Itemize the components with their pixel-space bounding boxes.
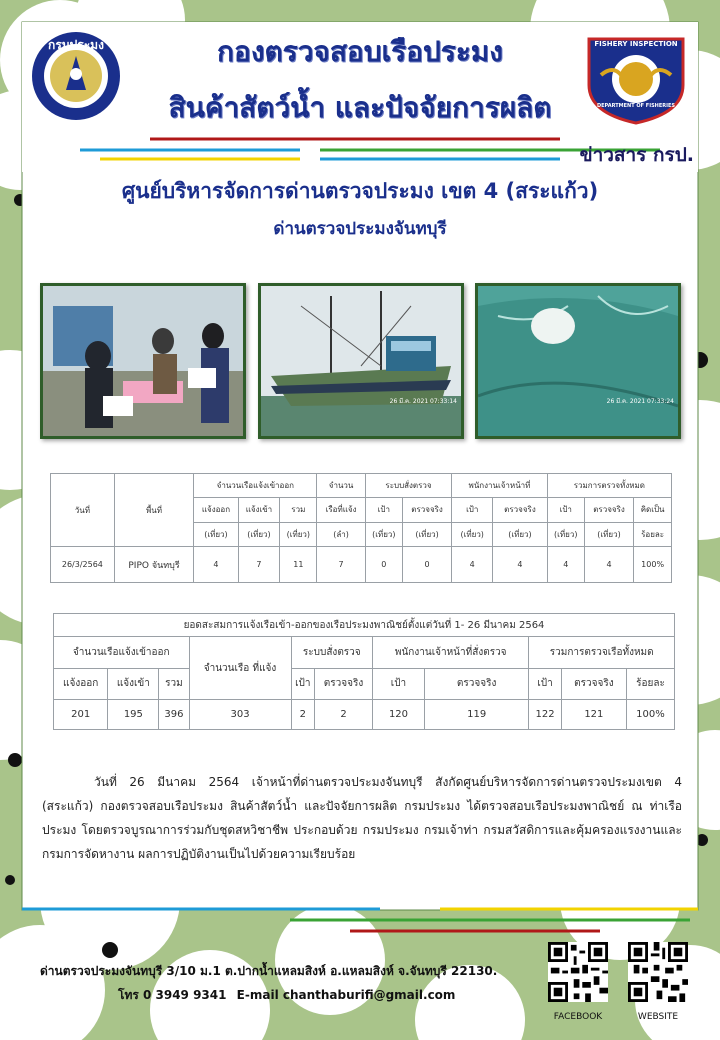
t2-header-total: รวมการตรวจเรือทั้งหมด <box>529 637 675 669</box>
news-paragraph: วันที่ 26 มีนาคม 2564 เจ้าหน้าที่ด่านตรวจประมงจันทบุรี สังกัดศูนย์บริหารจัดการด่านตรวจประมงเขต 4 (สระแก้ว) กองตรวจสอบเรือประมง สินค้าสัตว์น้ำ และปัจจัยการผลิต กรมประมง ได้ตรวจสอบเรือประมงพาณิชย์ ณ ท่าเรือประมง โดยตรวจบูรณาการร่วมกับชุดสหวิชาชีพ ประกอบด้วย กรมประมง กรมเจ้าท่า กรมสวัสดิการและคุ้มครองแรงงานและกรมการจัดหางาน ผลการปฏิบัติงานเป็นไปด้วยความเรียบร้อย <box>42 775 682 861</box>
t1-cell-tot-actual: 4 <box>584 547 633 583</box>
daily-inspection-table <box>50 473 672 583</box>
t2-sub-off-actual: ตรวจจริง <box>424 668 528 700</box>
t1-sub-sum: รวม <box>280 498 317 522</box>
cumulative-inspection-table <box>53 613 675 730</box>
footer-address: ด่านตรวจประมงจันทบุรี 3/10 ม.1 ต.ปากน้ำแหลมสิงห์ อ.แหลมสิงห์ จ.จันทบุรี 22130. <box>40 964 498 978</box>
t1-cell-vessels: 7 <box>317 547 365 583</box>
facebook-qr-label: FACEBOOK <box>553 1012 603 1022</box>
t1-cell-sys-target: 0 <box>365 547 402 583</box>
t1-header-area: พื้นที่ <box>114 474 193 547</box>
footer-email: E-mail chanthaburifi@gmail.com <box>236 988 456 1002</box>
t1-sub-vessels: เรือที่แจ้ง <box>317 498 365 522</box>
t2-cell-tot-actual: 121 <box>561 700 626 730</box>
t2-cell-percent: 100% <box>626 700 674 730</box>
t1-unit: (เที่ยว) <box>402 522 451 546</box>
t1-cell-in: 7 <box>238 547 280 583</box>
t1-unit: (เที่ยว) <box>194 522 238 546</box>
t1-cell-percent: 100% <box>634 547 672 583</box>
t1-header-vessels: จำนวน <box>317 474 365 498</box>
t2-cell-off-target: 120 <box>373 700 425 730</box>
photo-net <box>475 283 681 439</box>
t1-sub-off-target: เป้า <box>452 498 493 522</box>
t2-sub-sum: รวม <box>159 668 189 700</box>
t1-sub-percent: คิดเป็น <box>634 498 672 522</box>
t2-caption: ยอดสะสมการแจ้งเรือเข้า-ออกของเรือประมงพาณิชย์ตั้งแต่วันที่ 1- 26 มีนาคม 2564 <box>54 614 675 637</box>
t2-sub-percent: ร้อยละ <box>626 668 674 700</box>
t1-unit: (เที่ยว) <box>547 522 584 546</box>
t1-cell-out: 4 <box>194 547 238 583</box>
t2-sub-tot-actual: ตรวจจริง <box>561 668 626 700</box>
facebook-qr-code[interactable] <box>548 942 608 1002</box>
center-title: ศูนย์บริหารจัดการด่านตรวจประมง เขต 4 (สระแก้ว) <box>121 179 599 203</box>
footer-contact <box>118 986 461 1005</box>
news-tag: ข่าวสาร กรป. <box>579 144 694 166</box>
t2-cell-off-actual: 119 <box>424 700 528 730</box>
t2-sub-sys-actual: ตรวจจริง <box>315 668 373 700</box>
t2-cell-tot-target: 122 <box>529 700 561 730</box>
t1-header-date: วันที่ <box>51 474 115 547</box>
t2-cell-sys-target: 2 <box>291 700 315 730</box>
t1-cell-date: 26/3/2564 <box>51 547 115 583</box>
t2-cell-vessels: 303 <box>189 700 291 730</box>
t1-sub-off-actual: ตรวจจริง <box>493 498 548 522</box>
t1-unit: (เที่ยว) <box>452 522 493 546</box>
t1-sub-tot-target: เป้า <box>547 498 584 522</box>
left-logo-text: กรมประมง <box>48 38 104 52</box>
t1-cell-off-target: 4 <box>452 547 493 583</box>
photo-officers <box>40 283 246 439</box>
t2-cell-sum: 396 <box>159 700 189 730</box>
t1-unit: (เที่ยว) <box>365 522 402 546</box>
photo-net-stamp: 26 มี.ค. 2021 07:33:24 <box>606 398 674 405</box>
t1-header-notify: จำนวนเรือแจ้งเข้าออก <box>194 474 317 498</box>
t1-header-total: รวมการตรวจทั้งหมด <box>547 474 671 498</box>
t2-cell-sys-actual: 2 <box>315 700 373 730</box>
footer-phone: โทร 0 3949 9341 <box>118 988 227 1002</box>
t1-sub-sys-actual: ตรวจจริง <box>402 498 451 522</box>
t1-unit: (เที่ยว) <box>493 522 548 546</box>
t2-sub-tot-target: เป้า <box>529 668 561 700</box>
t2-sub-in: แจ้งเข้า <box>108 668 159 700</box>
t1-unit: (ลำ) <box>317 522 365 546</box>
right-logo-text-bottom: DEPARTMENT OF FISHERIES <box>596 103 675 109</box>
t2-cell-in: 195 <box>108 700 159 730</box>
t1-sub-sys-target: เป้า <box>365 498 402 522</box>
website-qr-code[interactable] <box>628 942 688 1002</box>
t1-unit: (เที่ยว) <box>280 522 317 546</box>
t1-cell-off-actual: 4 <box>493 547 548 583</box>
t2-header-system: ระบบสั่งตรวจ <box>291 637 373 669</box>
t1-unit: ร้อยละ <box>634 522 672 546</box>
t1-sub-tot-actual: ตรวจจริง <box>584 498 633 522</box>
t1-unit: (เที่ยว) <box>238 522 280 546</box>
t1-header-system: ระบบสั่งตรวจ <box>365 474 452 498</box>
t1-cell-sum: 11 <box>280 547 317 583</box>
t1-sub-in: แจ้งเข้า <box>238 498 280 522</box>
t1-cell-tot-target: 4 <box>547 547 584 583</box>
main-title-line2: สินค้าสัตว์น้ำ และปัจจัยการผลิต <box>168 91 552 124</box>
checkpoint-name: ด่านตรวจประมงจันทบุรี <box>273 219 447 239</box>
t2-header-vessels: จำนวนเรือ ที่แจ้ง <box>189 637 291 700</box>
t2-header-notify: จำนวนเรือแจ้งเข้าออก <box>54 637 190 669</box>
t2-sub-out: แจ้งออก <box>54 668 108 700</box>
t1-cell-sys-actual: 0 <box>402 547 451 583</box>
t2-sub-off-target: เป้า <box>373 668 425 700</box>
t1-header-officer: พนักงานเจ้าหน้าที่ <box>452 474 547 498</box>
photo-vessel <box>258 283 464 439</box>
photo-vessel-stamp: 26 มี.ค. 2021 07:33:14 <box>389 398 457 405</box>
t1-sub-out: แจ้งออก <box>194 498 238 522</box>
website-qr-label: WEBSITE <box>637 1012 679 1022</box>
t1-unit: (เที่ยว) <box>584 522 633 546</box>
t2-sub-sys-target: เป้า <box>291 668 315 700</box>
t2-header-officer: พนักงานเจ้าหน้าที่สั่งตรวจ <box>373 637 529 669</box>
right-logo-text-top: FISHERY INSPECTION <box>594 40 678 48</box>
t1-cell-area: PIPO จันทบุรี <box>114 547 193 583</box>
main-title-line1: กองตรวจสอบเรือประมง <box>217 35 503 68</box>
t2-cell-out: 201 <box>54 700 108 730</box>
